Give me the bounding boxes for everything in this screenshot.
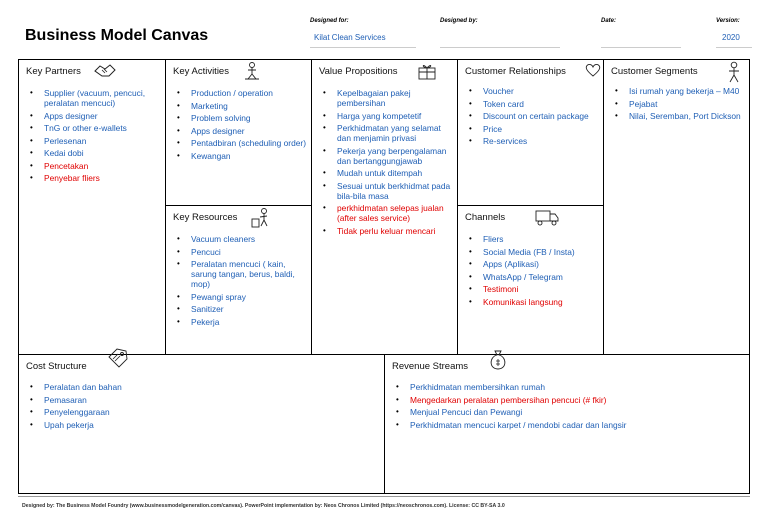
list-item: • Perlesenan (30, 136, 160, 146)
version-field[interactable]: 2020 (716, 29, 752, 47)
list-item: • Fliers (469, 234, 599, 244)
customer-segments-title: Customer Segments (611, 66, 698, 77)
value-propositions-list (323, 88, 455, 238)
list-item: • Pekerja (177, 317, 307, 327)
list-item: • WhatsApp / Telegram (469, 272, 599, 282)
list-item: • Komunikasi langsung (469, 297, 599, 307)
gift-icon (416, 61, 440, 86)
list-item: • Pencetakan (30, 161, 160, 171)
key-activities-block (165, 59, 312, 206)
list-item: • Peralatan mencuci ( kain, sarung tangan, berus, baldi, mop) (177, 259, 307, 289)
list-item: • Re-services (469, 136, 599, 146)
list-item: • Mengedarkan peralatan pembersihan pencuci (# fkir) (396, 395, 741, 405)
key-activities-title: Key Activities (173, 66, 229, 77)
list-item: • Production / operation (177, 88, 307, 98)
key-resources-block (165, 205, 312, 355)
list-item: • Problem solving (177, 113, 307, 123)
list-item: • Nilai, Seremban, Port Dickson (615, 111, 745, 121)
date-field[interactable] (601, 29, 681, 47)
designed-by-label: Designed by: (440, 18, 478, 24)
list-item: • Tidak perlu keluar mencari (323, 226, 455, 236)
page-title: Business Model Canvas (25, 27, 209, 44)
list-item: • Mudah untuk ditempah (323, 168, 455, 178)
list-item: • Kepelbagaian pakej pembersihan (323, 88, 455, 108)
list-item: • Harga yang kompetetif (323, 111, 455, 121)
money-bag-icon (487, 347, 509, 376)
person-icon (726, 61, 742, 88)
truck-icon (534, 207, 560, 232)
customer-relationships-title: Customer Relationships (465, 66, 566, 77)
designed-for-label: Designed for: (310, 18, 349, 24)
handshake-icon (93, 61, 117, 84)
heart-icon (585, 63, 601, 82)
list-item: • Pentadbiran (scheduling order) (177, 138, 307, 148)
list-item: • TnG or other e-wallets (30, 123, 160, 133)
list-item: • Apps designer (30, 111, 160, 121)
key-partners-block (18, 59, 166, 355)
list-item: • Token card (469, 99, 599, 109)
key-partners-title: Key Partners (26, 66, 81, 77)
customer-segments-list (615, 86, 745, 124)
revenue-streams-block (384, 354, 750, 494)
list-item: • Supplier (vacuum, pencuci, peralatan mencuci) (30, 88, 160, 108)
list-item: • Testimoni (469, 284, 599, 294)
key-resources-list (177, 234, 307, 329)
list-item: • Pejabat (615, 99, 745, 109)
list-item: • Isi rumah yang bekerja – M40 (615, 86, 745, 96)
date-underline (601, 47, 681, 48)
version-label: Version: (716, 18, 740, 24)
factory-worker-icon (250, 207, 272, 234)
list-item: • Perkhidmatan membersihkan rumah (396, 382, 741, 392)
cost-structure-list (30, 382, 370, 432)
price-tag-icon (105, 347, 129, 376)
channels-block (457, 205, 604, 355)
revenue-streams-list (396, 382, 741, 432)
footer-divider (18, 496, 750, 497)
list-item: • Perkhidmatan mencuci karpet / mendobi cadar dan langsir (396, 420, 741, 430)
list-item: • Discount on certain package (469, 111, 599, 121)
list-item: • Pewangi spray (177, 292, 307, 302)
list-item: • Voucher (469, 86, 599, 96)
cost-structure-block (18, 354, 385, 494)
list-item: • Sesuai untuk berkhidmat pada bila-bila masa (323, 181, 455, 201)
list-item: • Kewangan (177, 151, 307, 161)
channels-title: Channels (465, 212, 506, 223)
customer-segments-block (603, 59, 750, 355)
list-item: • Penyelenggaraan (30, 407, 370, 417)
footer-credits: Designed by: The Business Model Foundry (www.businessmodelgeneration.com/canvas). PowerPoint implementation by: Neos Chronos Limited (https://neoschronos.com). License: CC BY-SA 3.0 (22, 503, 505, 509)
list-item: • Upah pekerja (30, 420, 370, 430)
list-item: • Penyebar fliers (30, 173, 160, 183)
list-item: • Menjual Pencuci dan Pewangi (396, 407, 741, 417)
list-item: • Peralatan dan bahan (30, 382, 370, 392)
revenue-streams-title: Revenue Streams (392, 361, 469, 372)
list-item: • Vacuum cleaners (177, 234, 307, 244)
list-item: • Marketing (177, 101, 307, 111)
value-propositions-block (311, 59, 458, 355)
key-activities-list (177, 88, 307, 163)
list-item: • Apps designer (177, 126, 307, 136)
list-item: • Pencuci (177, 247, 307, 257)
designed-by-field[interactable] (440, 29, 560, 47)
version-underline (716, 47, 752, 48)
channels-list (469, 234, 599, 309)
key-resources-title: Key Resources (173, 212, 238, 223)
list-item: • Apps (Aplikasi) (469, 259, 599, 269)
list-item: • perkhidmatan selepas jualan (after sales service) (323, 203, 455, 223)
list-item: • Pemasaran (30, 395, 370, 405)
worker-icon (242, 61, 262, 86)
list-item: • Pekerja yang berpengalaman dan bertanggungjawab (323, 146, 455, 166)
list-item: • Perkhidmatan yang selamat dan menjamin privasi (323, 123, 455, 143)
designed-for-underline (310, 47, 416, 48)
designed-by-underline (440, 47, 560, 48)
list-item: • Price (469, 124, 599, 134)
key-partners-list (30, 88, 160, 186)
list-item: • Kedai dobi (30, 148, 160, 158)
date-label: Date: (601, 18, 617, 24)
designed-for-field[interactable]: Kilat Clean Services (310, 29, 416, 47)
list-item: • Social Media (FB / Insta) (469, 247, 599, 257)
customer-relationships-block (457, 59, 604, 206)
cost-structure-title: Cost Structure (26, 361, 87, 372)
value-propositions-title: Value Propositions (319, 66, 398, 77)
customer-relationships-list (469, 86, 599, 149)
list-item: • Sanitizer (177, 304, 307, 314)
